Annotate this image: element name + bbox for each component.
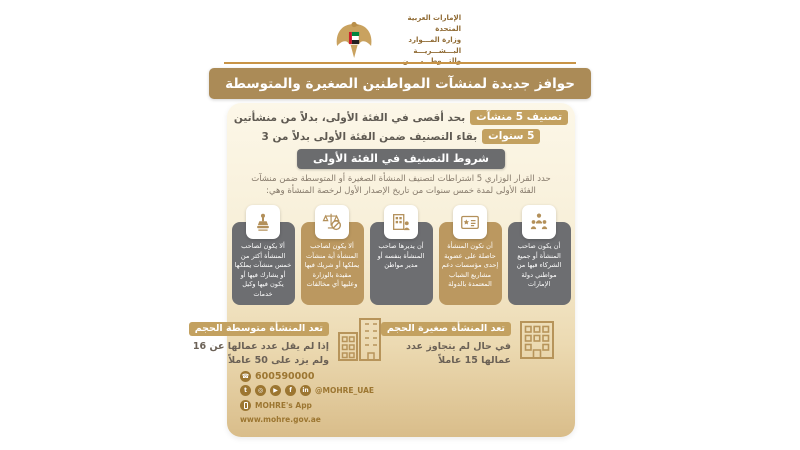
incentive-line-1 bbox=[227, 110, 575, 125]
definition-text bbox=[189, 316, 329, 369]
incentive-chip-1: تصنيف 5 منشآت bbox=[470, 110, 568, 125]
youtube-icon: ▶ bbox=[270, 385, 281, 396]
linkedin-icon: in bbox=[300, 385, 311, 396]
condition-card-text: ألا يكون لصاحب المنشأة أية منشآت يملكها أو شريك فيها مقيدة بالوزارة وعليها أي مخالفات bbox=[301, 222, 364, 305]
five-establishments-limit-icon bbox=[246, 205, 280, 239]
incentive-chip-2: 5 سنوات bbox=[482, 129, 540, 144]
definition-line: عمالها 15 عاملاً bbox=[438, 355, 511, 367]
medium-size-chip: تعد المنشأة متوسطة الحجم bbox=[189, 322, 329, 336]
country-line: الإمارات العربية المتحدة bbox=[407, 14, 462, 33]
definition-line: في حال لم يتجاوز عدد bbox=[406, 341, 511, 352]
citizens-group-icon bbox=[522, 205, 556, 239]
membership-card-icon bbox=[453, 205, 487, 239]
manager-building-icon bbox=[384, 205, 418, 239]
title-banner: حوافز جديدة لمنشآت المواطنين الصغيرة والمتوسطة bbox=[209, 68, 591, 99]
app-row bbox=[240, 400, 312, 411]
instagram-icon: ◎ bbox=[255, 385, 266, 396]
twitter-icon: t bbox=[240, 385, 251, 396]
phone-row bbox=[240, 371, 315, 382]
small-establishment-definition bbox=[381, 316, 557, 369]
header-divider bbox=[224, 62, 576, 64]
condition-card-3 bbox=[370, 205, 433, 305]
small-building-icon bbox=[517, 316, 557, 360]
condition-card-1 bbox=[508, 205, 571, 305]
social-row bbox=[240, 385, 376, 396]
phone-icon: ☎ bbox=[240, 371, 251, 382]
incentive-text-1: بحد أقصى في الفئة الأولى، بدلاً من منشأتين bbox=[233, 111, 466, 124]
small-size-chip: تعد المنشأة صغيرة الحجم bbox=[381, 322, 511, 336]
condition-card-4 bbox=[301, 205, 364, 305]
uae-falcon-emblem bbox=[331, 18, 377, 62]
condition-card-text: أن يديرها صاحب المنشأة بنفسه أو مدير مواطن bbox=[370, 222, 433, 305]
definition-line: ولم يزد على 50 عاملاً bbox=[228, 355, 329, 367]
ministry-line-1: وزارة المـــوارد البـــشـــريـــة bbox=[408, 35, 462, 55]
definition-line: إذا لم يقل عدد عمالها عن 16 bbox=[192, 341, 329, 352]
app-label: MOHRE's App bbox=[255, 401, 312, 410]
medium-buildings-icon bbox=[335, 316, 383, 362]
condition-card-text: أن تكون المنشأة حاصلة على عضوية إحدى مؤسسات دعم مشاريع الشباب المعتمدة بالدولة bbox=[439, 222, 502, 305]
condition-card-5 bbox=[232, 205, 295, 305]
definition-text bbox=[381, 316, 511, 369]
content-panel bbox=[192, 103, 575, 437]
mobile-app-icon bbox=[240, 400, 251, 411]
website-url: www.mohre.gov.ae bbox=[240, 415, 321, 424]
no-violations-scales-icon bbox=[315, 205, 349, 239]
ministry-name bbox=[385, 13, 461, 67]
condition-cards-row bbox=[227, 205, 575, 305]
condition-card-text: أن يكون صاحب المنشأة أو جميع الشركاء فيها من مواطني دولة الإمارات bbox=[508, 222, 571, 305]
social-handle: @MOHRE_UAE bbox=[315, 386, 375, 395]
conditions-intro: حدد القرار الوزاري 5 اشتراطات لتصنيف المنشأة الصغيرة أو المتوسطة ضمن منشآت الفئة الأولى لمدة خمس سنوات من تاريخ الإصدار الأول لرخصة المنشأة وهي: bbox=[251, 174, 551, 197]
incentive-text-2: بقاء التصنيف ضمن الفئة الأولى بدلاً من 3 bbox=[261, 130, 478, 143]
medium-establishment-definition bbox=[189, 316, 383, 369]
incentive-line-2 bbox=[227, 129, 575, 144]
facebook-icon: f bbox=[285, 385, 296, 396]
gov-header bbox=[331, 13, 461, 67]
condition-card-text: ألا يكون لصاحب المنشأة أكثر من خمس منشآت يملكها أو يشارك فيها أو يكون فيها وكيل خدمات bbox=[232, 222, 295, 305]
conditions-heading-badge: شروط التصنيف في الفئة الأولى bbox=[297, 149, 505, 169]
condition-card-2 bbox=[439, 205, 502, 305]
phone-number: 600590000 bbox=[255, 371, 315, 382]
